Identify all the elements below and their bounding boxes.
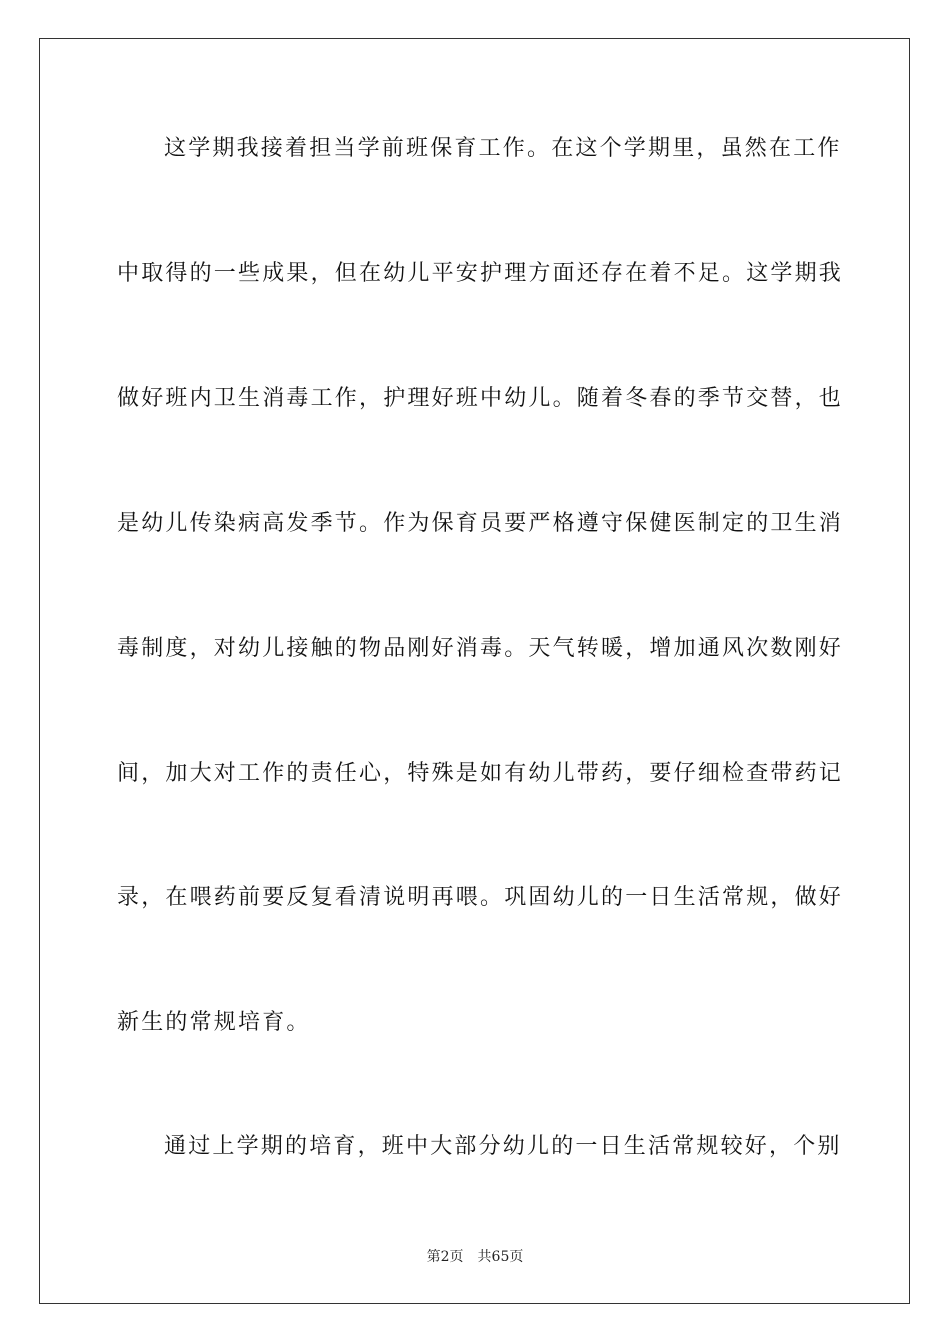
paragraph-2-line-1: 通过上学期的培育，班中大部分幼儿的一日生活常规较好，个别 — [164, 1134, 842, 1159]
paragraph-1-line-4: 是幼儿传染病高发季节。作为保育员要严格遵守保健医制定的卫生消 — [117, 511, 844, 536]
paragraph-1-line-5: 毒制度，对幼儿接触的物品刚好消毒。天气转暖，增加通风次数刚好 — [117, 636, 844, 661]
paragraph-1-line-8: 新生的常规培育。 — [117, 1010, 311, 1035]
paragraph-1-line-6: 间，加大对工作的责任心，特殊是如有幼儿带药，要仔细检查带药记 — [117, 761, 844, 786]
paragraph-1-line-7: 录，在喂药前要反复看清说明再喂。巩固幼儿的一日生活常规，做好 — [117, 885, 844, 910]
paragraph-1-line-3: 做好班内卫生消毒工作，护理好班中幼儿。随着冬春的季节交替，也 — [117, 386, 844, 411]
page-total: 共65页 — [477, 1249, 524, 1265]
page-footer — [0, 1247, 950, 1267]
page-number: 第2页 — [426, 1249, 464, 1265]
page-border — [39, 38, 910, 1304]
paragraph-1-line-1: 这学期我接着担当学前班保育工作。在这个学期里，虽然在工作 — [164, 136, 842, 161]
paragraph-1-line-2: 中取得的一些成果，但在幼儿平安护理方面还存在着不足。这学期我 — [117, 261, 844, 286]
